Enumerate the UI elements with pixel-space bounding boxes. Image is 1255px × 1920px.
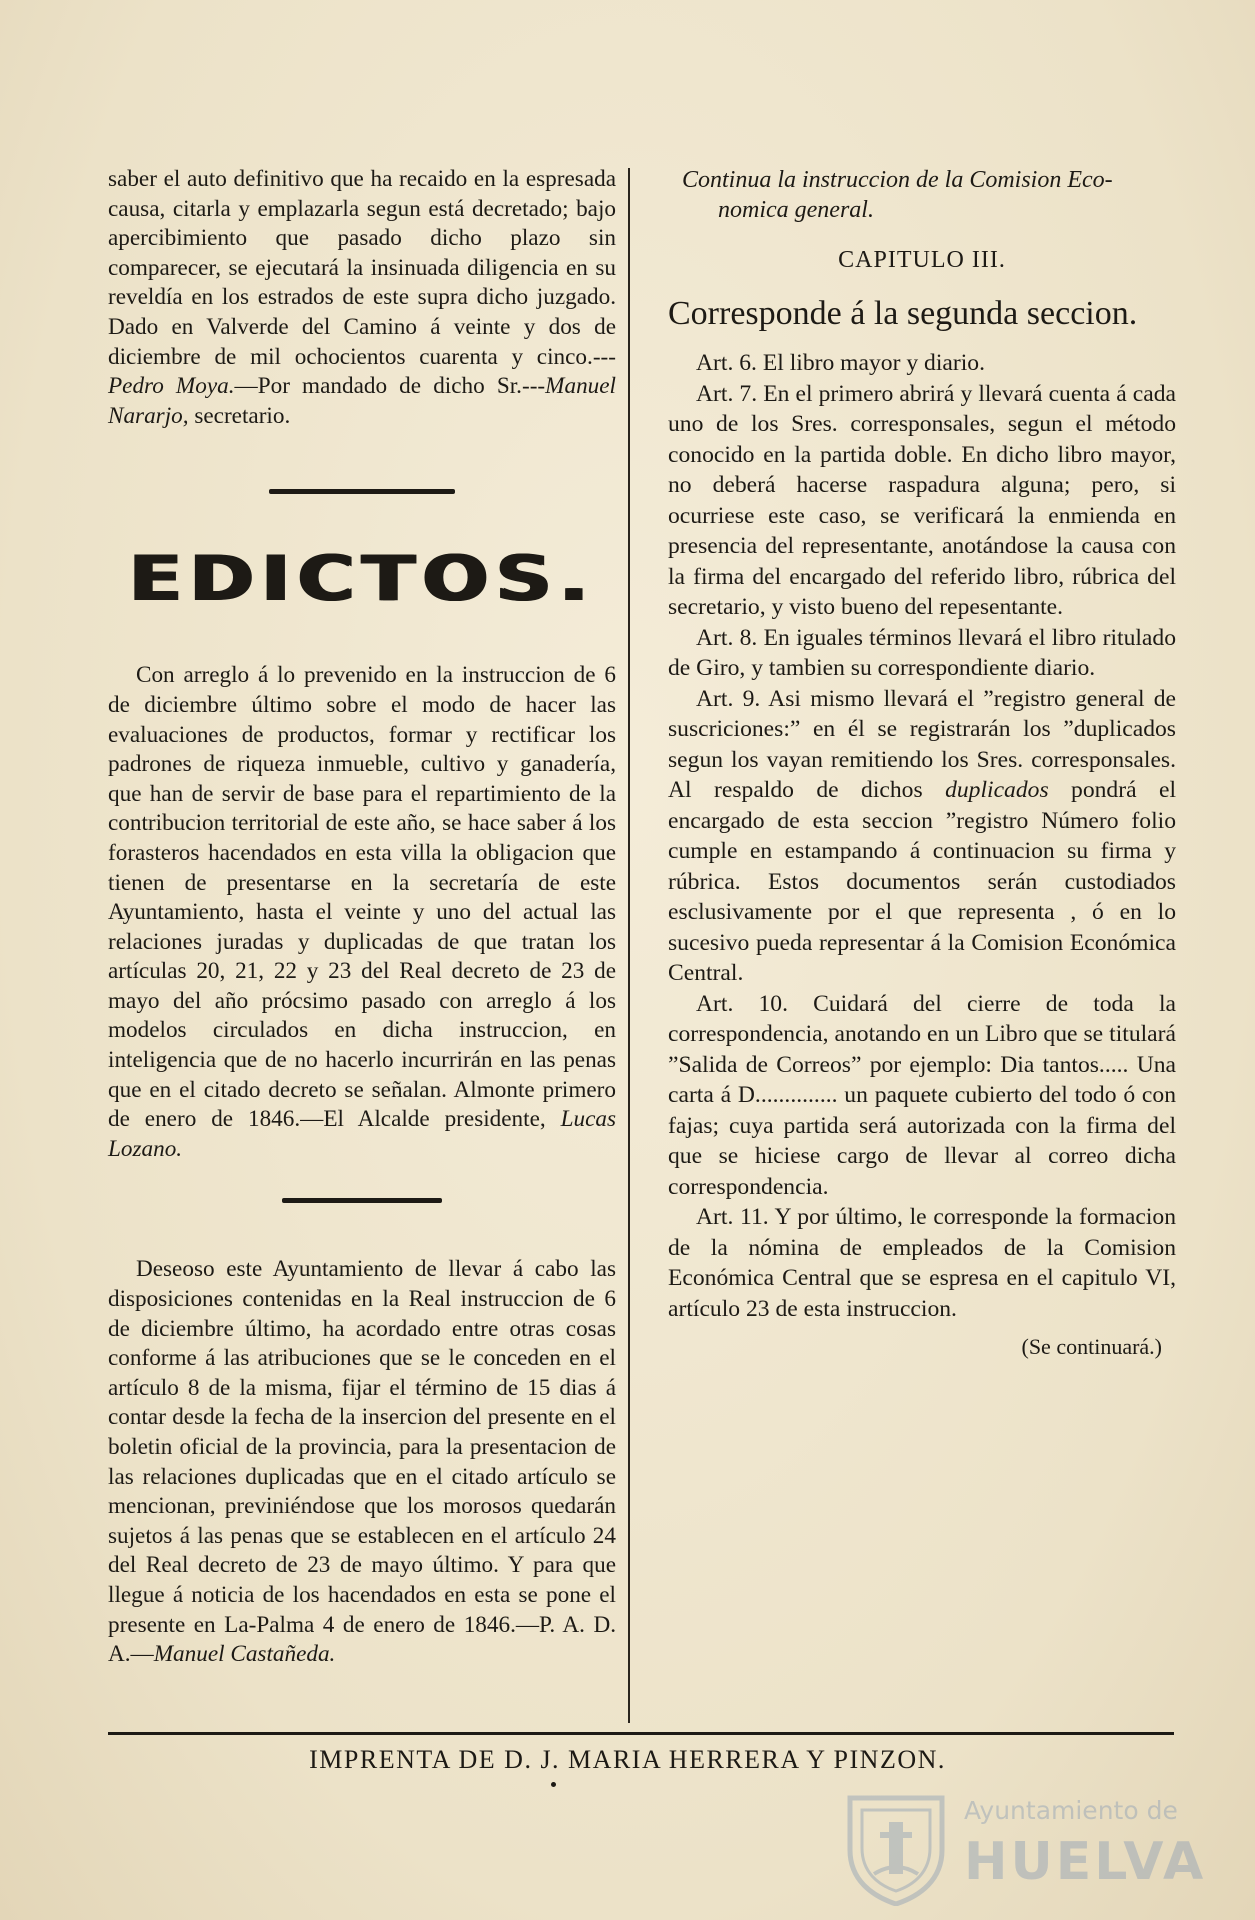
continued-note: (Se continuará.) xyxy=(1021,1334,1162,1359)
article-11: Art. 11. Y por último, le corresponde la formacion de la nómina de empleados de la Comision Económica Central que se espresa en el capitulo VI, artículo 23 de esta instruccion. xyxy=(668,1204,1176,1322)
edictos-heading: EDICTOS. xyxy=(128,542,596,616)
court-notice-paragraph: saber el auto definitivo que ha recaido en la espresada causa, citarla y emplazarla segun está decretado; bajo apercibimiento que pasado dicho plazo sin comparecer, se ejecutará la insinuada diligencia en su reveldía en los estrados de este supra dicho juzgado. Dado en Valverde del Camino á veinte y dos de diciembre de mil ochocientos cuarenta y cinco.---Pedro Moya.—Por mandado de dicho Sr.---Manuel Nararjo, secretario. xyxy=(108,166,616,429)
divider-rule-2 xyxy=(282,1198,442,1203)
article-7: Art. 7. En el primero abrirá y llevará cuenta á cada uno de los Sres. corresponsales, segun el método conocido en la partida doble. En dicho libro mayor, no deberá hacerse raspadura alguna; pero, si ocurriese este caso, se verificará la enmienda en presencia del representante, anotándose la causa con la firma del encargado del referido libro, rúbrica del secretario, y visto bueno del repesentante. xyxy=(668,380,1176,620)
divider-rule xyxy=(269,489,455,494)
archive-watermark xyxy=(842,1788,1207,1908)
section-heading: Corresponde á la segunda seccion. xyxy=(668,295,1138,332)
la-palma-edict-paragraph: Deseoso este Ayuntamiento de llevar á cabo las disposiciones contenidas en la Real instruccion de 6 de diciembre último, ha acordado entre otras cosas conforme á las atribuciones que se le conceden en el artículo 8 de la misma, fijar el término de 15 dias á contar desde la fecha de la insercion del presente en el boletin oficial de la provincia, para la presentacion de las relaciones duplicadas que en el citado artículo se mencionan, previniéndose que los morosos quedarán sujetos á las penas que se establecen en el artículo 24 del Real decreto de 23 de mayo último. Y para que llegue á noticia de los hacendados en esta se pone el presente en La-Palma 4 de enero de 1846.—P. A. D. A.—Manuel Castañeda. xyxy=(108,1256,616,1668)
printer-imprint: IMPRENTA DE D. J. MARIA HERRERA Y PINZON. xyxy=(309,1745,946,1774)
signature-manuel-nararjo: Manuel Nararjo, xyxy=(108,373,616,429)
right-column xyxy=(668,165,1176,1360)
signature-pedro-moya: Pedro Moya. xyxy=(108,373,235,400)
watermark-line-1: Ayuntamiento de xyxy=(964,1796,1178,1825)
article-8: Art. 8. En iguales términos llevará el libro ritulado de Giro, y tambien su correspondiente diario. xyxy=(668,624,1176,681)
chapter-heading: CAPITULO III. xyxy=(838,247,1006,273)
footer-rule xyxy=(108,1732,1174,1735)
left-column xyxy=(108,165,616,1670)
signature-manuel-castaneda: Manuel Castañeda. xyxy=(153,1641,336,1668)
watermark-line-2: HUELVA xyxy=(964,1832,1207,1892)
article-9: Art. 9. Asi mismo llevará el ”registro general de suscriciones:” en él se registrarán los ”duplicados segun los vayan remitiendo los Sres. corresponsales. Al respaldo de dichos duplicados pondrá el encargado de esta seccion ”registro Número folio cumple en estampando á continuacion su firma y rúbrica. Estos documentos serán custodiados esclusivamente por el que representa , ó en lo sucesivo pueda representar á la Comision Económica Central. xyxy=(668,685,1177,986)
ornament-dot xyxy=(551,1782,556,1787)
article-6: Art. 6. El libro mayor y diario. xyxy=(696,350,985,376)
huelva-shield-icon xyxy=(842,1788,950,1906)
instruction-title: Continua la instruccion de la Comision Eco- nomica general. xyxy=(682,167,1113,223)
article-10: Art. 10. Cuidará del cierre de toda la correspondencia, anotando en un Libro que se titulará ”Salida de Correos” por ejemplo: Dia tantos..... Una carta á D.............. un paquete cubierto del todo ó con fajas; cuya partida será autorizada con la firma del que se hiciese cargo de llevar al correo dicha correspondencia. xyxy=(668,990,1176,1200)
almonte-edict-paragraph: Con arreglo á lo prevenido en la instruccion de 6 de diciembre último sobre el modo de hacer las evaluaciones de productos, formar y rectificar los padrones de riqueza inmueble, cultivo y ganadería, que han de servir de base para el repartimiento de la contribucion territorial de este año, se hace saber á los forasteros hacendados en esta villa la obligacion que tienen de presentarse en la secretaría de este Ayuntamiento, hasta el veinte y uno del actual las relaciones juradas y duplicadas de que tratan los artículas 20, 21, 22 y 23 del Real decreto de 23 de mayo del año prócsimo pasado con arreglo á los modelos circulados en dicha instruccion, en inteligencia que de no hacerlo incurrirán en las penas que en el citado decreto se señalan. Almonte primero de enero de 1846.—El Alcalde presidente, Lucas Lozano. xyxy=(108,662,616,1162)
signature-lucas-lozano: Lucas Lozano. xyxy=(108,1106,616,1162)
column-divider xyxy=(628,168,630,1723)
